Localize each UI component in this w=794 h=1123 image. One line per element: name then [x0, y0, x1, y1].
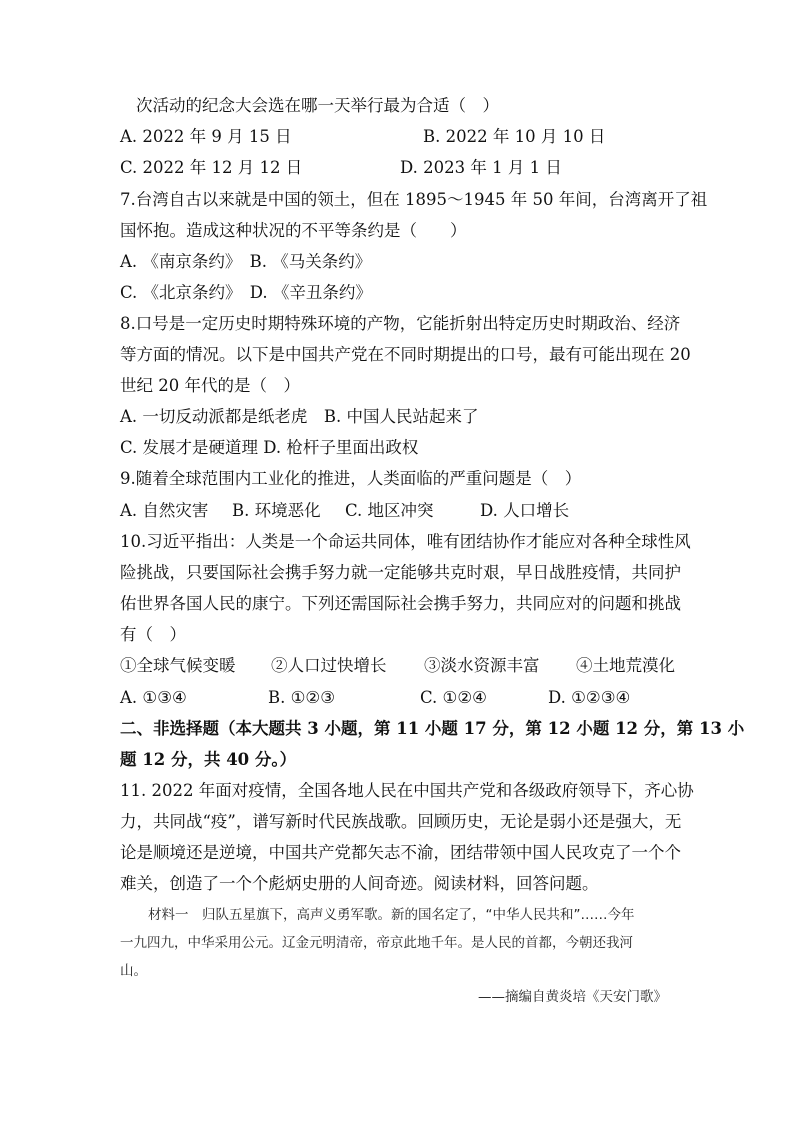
- q8-options-2: C. 发展才是硬道理 D. 枪杆子里面出政权: [120, 438, 419, 457]
- material-1-line-1: 材料一 归队五星旗下，高声义勇军歌。新的国名定了，“中华人民共和”……今年: [148, 907, 635, 923]
- q10-item-1: ①全球气候变暖: [120, 656, 236, 675]
- material-1-line-2: 一九四九，中华采用公元。辽金元明清帝，帝京此地千年。是人民的首都，今朝还我河: [120, 935, 633, 951]
- q10-line-2: 险挑战，只要国际社会携手努力就一定能够共克时艰，早日战胜疫情，共同护: [120, 563, 681, 582]
- q6-option-b: B. 2022 年 10 月 10 日: [423, 127, 606, 146]
- q9-option-c: C. 地区冲突: [345, 501, 434, 520]
- q6-option-c: C. 2022 年 12 月 12 日: [120, 158, 303, 177]
- material-1-line-3: 山。: [120, 963, 147, 979]
- q8-options-1: A. 一切反动派都是纸老虎 B. 中国人民站起来了: [120, 407, 479, 426]
- q10-option-b: B. ①②③: [268, 688, 335, 707]
- q7-options-2: C. 《北京条约》 D. 《辛丑条约》: [120, 283, 372, 302]
- q10-option-a: A. ①③④: [120, 688, 187, 707]
- q9-option-a: A. 自然灾害: [120, 501, 209, 520]
- q7-line-2: 国怀抱。造成这种状况的不平等条约是（ ）: [120, 221, 467, 240]
- q11-line-2: 力，共同战“疫”，谱写新时代民族战歌。回顾历史，无论是弱小还是强大，无: [120, 812, 682, 831]
- q8-line-3: 世纪 20 年代的是（ ）: [120, 376, 300, 395]
- q9-option-b: B. 环境恶化: [232, 501, 321, 520]
- material-1-source: ——摘编自黄炎培《天安门歌》: [478, 989, 667, 1005]
- q9-line-1: 9.随着全球范围内工业化的推进，人类面临的严重问题是（ ）: [120, 469, 582, 488]
- q11-line-1: 11. 2022 年面对疫情，全国各地人民在中国共产党和各级政府领导下，齐心协: [120, 781, 694, 800]
- q8-line-2: 等方面的情况。以下是中国共产党在不同时期提出的口号，最有可能出现在 20: [120, 345, 691, 364]
- q6-option-a: A. 2022 年 9 月 15 日: [120, 127, 292, 146]
- q10-line-3: 佑世界各国人民的康宁。下列还需国际社会携手努力，共同应对的问题和挑战: [120, 594, 681, 613]
- q9-option-d: D. 人口增长: [480, 501, 570, 520]
- q10-item-2: ②人口过快增长: [271, 656, 387, 675]
- q6-stem-tail: 次活动的纪念大会选在哪一天举行最为合适（ ）: [136, 96, 499, 115]
- q10-item-3: ③淡水资源丰富: [424, 656, 540, 675]
- q11-line-4: 难关，创造了一个个彪炳史册的人间奇迹。阅读材料，回答问题。: [120, 874, 599, 893]
- q11-line-3: 论是顺境还是逆境，中国共产党都矢志不渝，团结带领中国人民攻克了一个个: [120, 843, 681, 862]
- q10-line-1: 10.习近平指出：人类是一个命运共同体，唯有团结协作才能应对各种全球性风: [120, 532, 691, 551]
- section-2-heading-line-1: 二、非选择题（本大题共 3 小题，第 11 小题 17 分，第 12 小题 12 分，第 13 小: [120, 719, 745, 738]
- q6-option-d: D. 2023 年 1 月 1 日: [400, 158, 562, 177]
- q7-line-1: 7.台湾自古以来就是中国的领土，但在 1895～1945 年 50 年间，台湾离开了祖: [120, 190, 708, 209]
- q10-line-4: 有（ ）: [120, 625, 186, 644]
- q10-option-d: D. ①②③④: [548, 688, 631, 707]
- section-2-heading-line-2: 题 12 分，共 40 分。）: [120, 750, 297, 769]
- q10-option-c: C. ①②④: [420, 688, 487, 707]
- q8-line-1: 8.口号是一定历史时期特殊环境的产物，它能折射出特定历史时期政治、经济: [120, 314, 681, 333]
- q7-options-1: A. 《南京条约》 B. 《马关条约》: [120, 252, 372, 271]
- q10-item-4: ④土地荒漠化: [576, 656, 675, 675]
